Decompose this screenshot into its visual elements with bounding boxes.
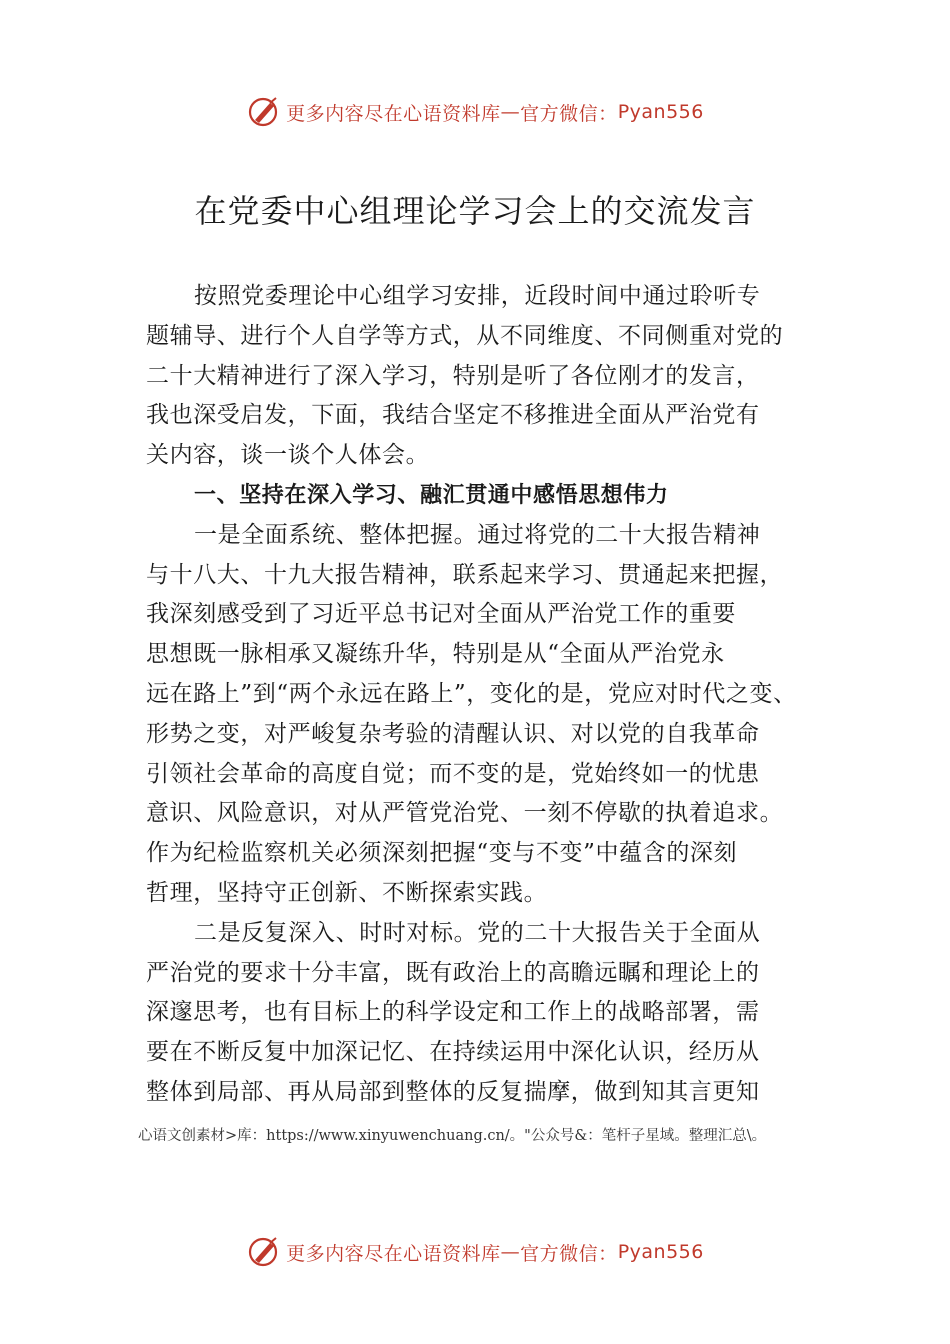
body-line: 形势之变，对严峻复杂考验的清醒认识、对以党的自我革命 <box>146 720 760 747</box>
document-title: 在党委中心组理论学习会上的交流发言 <box>194 192 756 230</box>
pen-logo-icon <box>246 94 282 130</box>
banner-dash: — <box>500 1241 521 1263</box>
body-line: 严治党的要求十分丰富，既有政治上的高瞻远瞩和理论上的 <box>146 959 760 986</box>
body-line: 作为纪检监察机关必须深刻把握“变与不变”中蕴含的深刻 <box>146 840 738 867</box>
banner-dash: — <box>500 101 521 123</box>
banner-sub-text: 官方微信： <box>520 102 618 125</box>
bottom-watermark-banner <box>0 1234 950 1270</box>
section-heading: 一、坚持在深入学习、融汇贯通中感悟思想伟力 <box>194 482 669 508</box>
body-line: 整体到局部、再从局部到整体的反复揣摩，做到知其言更知 <box>146 1078 760 1105</box>
body-line: 按照党委理论中心组学习安排，近段时间中通过聆听专 <box>194 283 761 309</box>
body-line: 深邃思考，也有目标上的科学设定和工作上的战略部署，需 <box>146 999 760 1026</box>
banner-main-text: 更多内容尽在心语资料库 <box>286 102 501 125</box>
body-line: 二十大精神进行了深入学习，特别是听了各位刚才的发言， <box>146 362 760 389</box>
body-line: 思想既一脉相承又凝练升华，特别是从“全面从严治党永 <box>146 641 725 668</box>
banner-wechat-id: Pyan556 <box>617 101 704 123</box>
body-line: 意识、风险意识，对从严管党治党、一刻不停歇的执着追求。 <box>146 800 784 827</box>
body-line: 与十八大、十九大报告精神，联系起来学习、贯通起来把握， <box>146 561 784 588</box>
body-line: 要在不断反复中加深记忆、在持续运用中深化认识，经历从 <box>146 1039 760 1066</box>
body-line: 远在路上”到“两个永远在路上”，变化的是，党应对时代之变、 <box>146 680 797 707</box>
top-watermark-banner <box>0 94 950 130</box>
body-line: 哲理，坚持守正创新、不断探索实践。 <box>146 879 548 906</box>
body-line: 我深刻感受到了习近平总书记对全面从严治党工作的重要 <box>146 601 736 628</box>
banner-sub-text: 官方微信： <box>520 1242 618 1265</box>
pen-logo-icon <box>246 1234 282 1270</box>
body-line: 我也深受启发，下面，我结合坚定不移推进全面从严治党有 <box>146 402 760 429</box>
body-line: 关内容，谈一谈个人体会。 <box>146 442 430 469</box>
body-line: 二是反复深入、时时对标。党的二十大报告关于全面从 <box>194 919 761 946</box>
document-body <box>146 277 836 1113</box>
body-line: 题辅导、进行个人自学等方式，从不同维度、不同侧重对党的 <box>146 322 784 349</box>
banner-main-text: 更多内容尽在心语资料库 <box>286 1242 501 1265</box>
banner-wechat-id: Pyan556 <box>617 1241 704 1263</box>
source-footer-note: 心语文创素材>库：https://www.xinyuwenchuang.cn/。"公众号&：笔杆子星域。整理汇总\。 <box>138 1128 767 1144</box>
body-line: 引领社会革命的高度自觉；而不变的是，党始终如一的忧患 <box>146 760 760 787</box>
body-line: 一是全面系统、整体把握。通过将党的二十大报告精神 <box>194 521 761 548</box>
